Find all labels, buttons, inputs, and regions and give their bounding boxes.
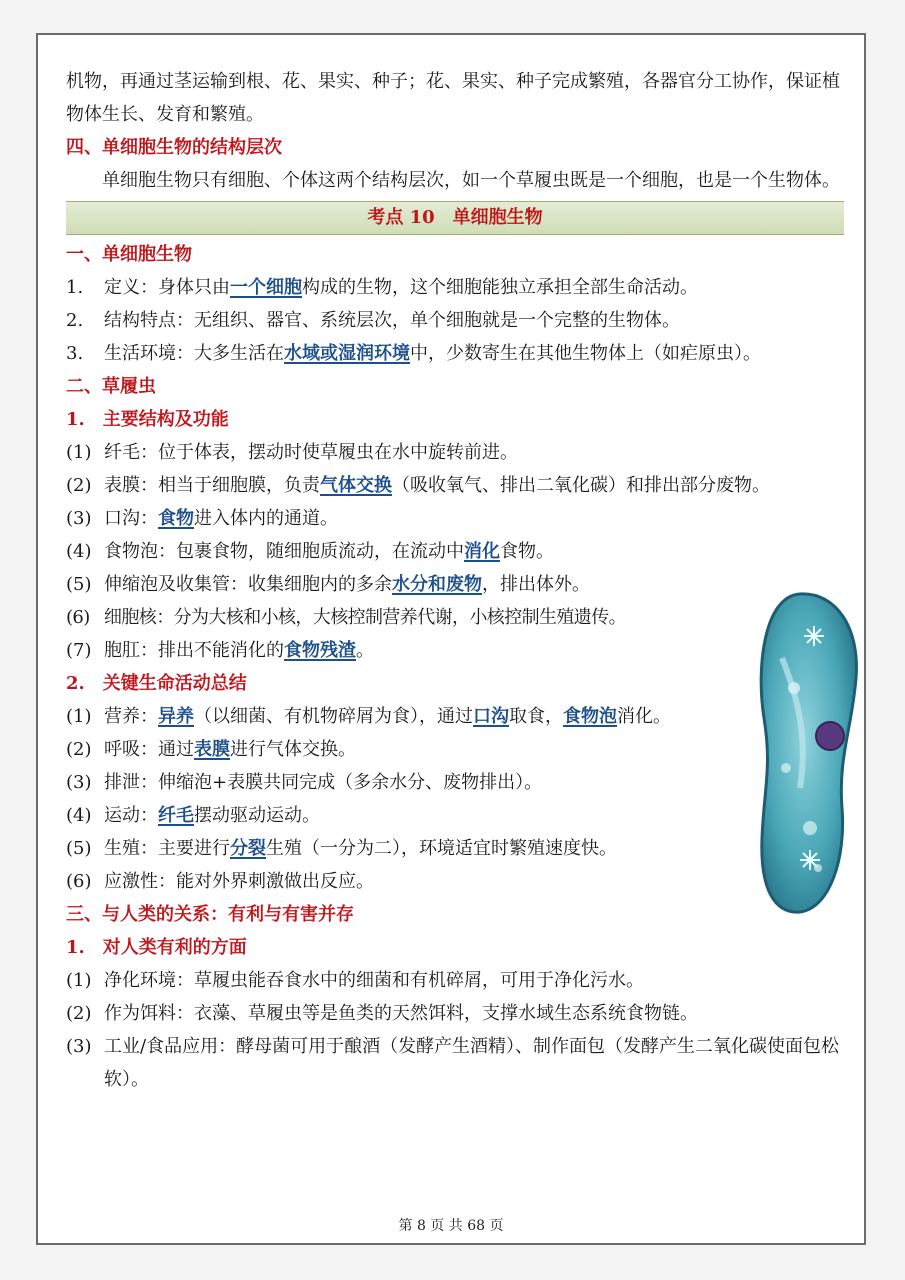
part3-title: 三、与人类的关系：有利与有害并存 — [66, 904, 354, 925]
list-item: (6) 细胞核：分为大核和小核，大核控制营养代谢，小核控制生殖遗传。 — [66, 607, 626, 628]
keyword: 异养 — [158, 706, 194, 727]
list-item: (2) 作为饵料：衣藻、草履虫等是鱼类的天然饵料，支撑水域生态系统食物链。 — [66, 1003, 698, 1024]
list-item: (3) 工业/食品应用：酵母菌可用于酿酒（发酵产生酒精）、制作面包（发酵产生二氧化碳使面包松软）。 — [66, 1036, 840, 1090]
keyword: 气体交换 — [320, 475, 392, 496]
part2-sub2: 2. 关键生命活动总结 — [66, 673, 247, 694]
list-item: (2) 表膜：相当于细胞膜，负责气体交换（吸收氧气、排出二氧化碳）和排出部分废物。 — [66, 475, 770, 496]
part3-sub1: 1. 对人类有利的方面 — [66, 937, 247, 958]
activity-list — [66, 700, 844, 898]
contractile-vacuole-top — [804, 626, 824, 646]
list-item: 3. 生活环境：大多生活在水域或湿润环境中，少数寄生在其他生物体上（如疟原虫）。 — [66, 343, 761, 364]
structure-list — [66, 436, 844, 667]
keyword: 水域或湿润环境 — [284, 343, 410, 364]
keyword: 消化 — [464, 541, 500, 562]
vacuole — [803, 821, 817, 835]
list-item: (5) 伸缩泡及收集管：收集细胞内的多余水分和废物，排出体外。 — [66, 574, 590, 595]
page-footer: 第 8 页 共 68 页 — [398, 1218, 504, 1234]
contractile-vacuole-bottom — [800, 850, 820, 870]
part1-list — [66, 271, 844, 370]
page-content — [66, 65, 844, 1096]
list-item: (6) 应激性：能对外界刺激做出反应。 — [66, 871, 374, 892]
part2-title: 二、草履虫 — [66, 376, 156, 397]
keyword: 食物泡 — [563, 706, 617, 727]
keyword: 水分和废物 — [392, 574, 482, 595]
keyword: 纤毛 — [158, 805, 194, 826]
list-item: (1) 纤毛：位于体表，摆动时使草履虫在水中旋转前进。 — [66, 442, 518, 463]
benefit-list — [66, 964, 844, 1096]
paramecium-illustration — [738, 588, 868, 918]
keyword: 食物残渣 — [284, 640, 356, 661]
keyword: 一个细胞 — [230, 277, 302, 298]
vacuole — [788, 682, 800, 694]
section4-text: 单细胞生物只有细胞、个体这两个结构层次，如一个草履虫既是一个细胞，也是一个生物体。 — [102, 170, 840, 191]
vacuole — [781, 763, 791, 773]
topic-banner: 考点 10 单细胞生物 — [66, 201, 844, 235]
list-item: 2. 结构特点：无组织、器官、系统层次，单个细胞就是一个完整的生物体。 — [66, 310, 680, 331]
list-item: (3) 口沟：食物进入体内的通道。 — [66, 508, 338, 529]
list-item: (1) 净化环境：草履虫能吞食水中的细菌和有机碎屑，可用于净化污水。 — [66, 970, 644, 991]
list-item: 1. 定义：身体只由一个细胞构成的生物，这个细胞能独立承担全部生命活动。 — [66, 277, 698, 298]
macronucleus — [816, 722, 844, 750]
keyword: 口沟 — [473, 706, 509, 727]
section4-title: 四、单细胞生物的结构层次 — [66, 137, 282, 158]
list-item: (5) 生殖：主要进行分裂生殖（一分为二），环境适宜时繁殖速度快。 — [66, 838, 617, 859]
part2-sub1: 1. 主要结构及功能 — [66, 409, 229, 430]
document-page — [36, 33, 866, 1245]
list-item: (4) 食物泡：包裹食物，随细胞质流动，在流动中消化食物。 — [66, 541, 554, 562]
keyword: 食物 — [158, 508, 194, 529]
list-item: (1) 营养：异养（以细菌、有机物碎屑为食），通过口沟取食，食物泡消化。 — [66, 706, 671, 727]
keyword: 分裂 — [230, 838, 266, 859]
keyword: 表膜 — [194, 739, 230, 760]
list-item: (2) 呼吸：通过表膜进行气体交换。 — [66, 739, 356, 760]
list-item: (3) 排泄：伸缩泡+表膜共同完成（多余水分、废物排出）。 — [66, 772, 543, 793]
list-item: (4) 运动：纤毛摆动驱动运动。 — [66, 805, 320, 826]
part1-title: 一、单细胞生物 — [66, 244, 192, 265]
intro-paragraph: 机物，再通过茎运输到根、花、果实、种子；花、果实、种子完成繁殖，各器官分工协作，保证植物体生长、发育和繁殖。 — [66, 71, 840, 125]
list-item: (7) 胞肛：排出不能消化的食物残渣。 — [66, 640, 374, 661]
